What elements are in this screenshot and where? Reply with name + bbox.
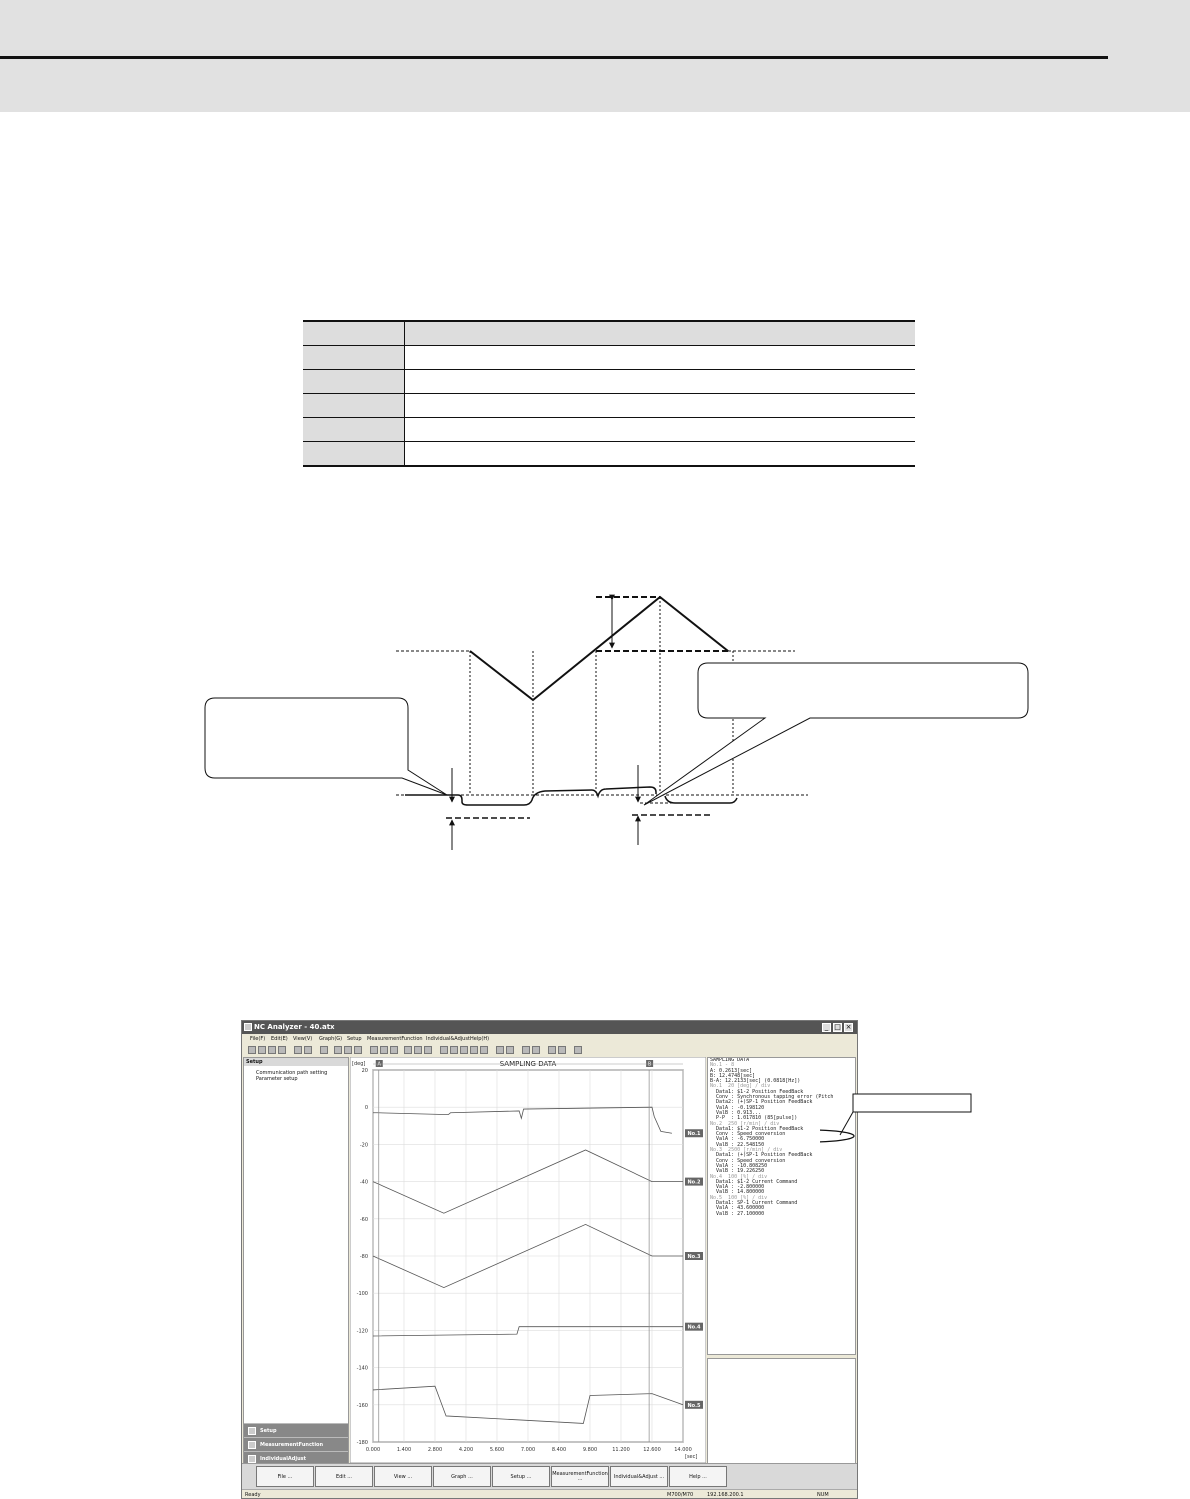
nav-setup[interactable]: Setup — [244, 1423, 348, 1437]
app-icon — [244, 1023, 252, 1031]
x-tick-label: 11.200 — [612, 1447, 630, 1453]
nc-analyzer-window — [241, 1020, 858, 1499]
y-tick-label: -60 — [359, 1216, 368, 1223]
info-line: No.4 100 [%] / div — [710, 1173, 768, 1180]
info-line: Conv : Speed conversion — [710, 1157, 786, 1164]
adjust-icon[interactable] — [506, 1046, 514, 1054]
menu-edit[interactable]: Edit(E) — [271, 1036, 288, 1042]
print-icon[interactable] — [294, 1046, 302, 1054]
setup-pane — [243, 1057, 349, 1478]
menu-bar — [242, 1034, 857, 1045]
x-tick-label: 14.000 — [674, 1447, 692, 1453]
x-tick-label: 7.000 — [520, 1447, 536, 1453]
toolbar — [244, 1045, 596, 1056]
settings-icon[interactable] — [354, 1046, 362, 1054]
x-unit-label: [sec] — [685, 1454, 698, 1460]
info-line: SAMPLING DATA — [710, 1057, 750, 1063]
status-num: NUM — [817, 1492, 829, 1498]
y-tick-label: 0 — [364, 1105, 368, 1112]
menu-graph[interactable]: Graph(G) — [319, 1036, 343, 1042]
close-button[interactable]: × — [845, 1023, 852, 1031]
info-line: ValA : -2.800000 — [710, 1184, 765, 1191]
tree-item-communication[interactable]: Communication path setting — [256, 1070, 328, 1076]
chart-title: SAMPLING DATA — [499, 1060, 557, 1068]
fit-icon[interactable] — [390, 1046, 398, 1054]
info-line: A: 0.2613[sec] — [710, 1067, 753, 1074]
info-line: ValB : 27.100000 — [710, 1210, 765, 1217]
table-row — [303, 346, 915, 370]
x-tick-label: 12.600 — [643, 1447, 661, 1453]
paste-icon[interactable] — [344, 1046, 352, 1054]
info-pane-lower — [707, 1358, 856, 1470]
zoom-out-icon[interactable] — [380, 1046, 388, 1054]
x-tick-label: 4.200 — [458, 1447, 474, 1453]
view-button[interactable]: View ... — [374, 1466, 432, 1487]
save-as-icon[interactable] — [278, 1046, 286, 1054]
info-line: B: 12.4748[sec] — [710, 1072, 756, 1079]
x-tick-label: 1.400 — [396, 1447, 412, 1453]
setup-icon — [248, 1427, 256, 1435]
menu-file[interactable]: File(F) — [250, 1036, 266, 1042]
x-tick-label: 2.800 — [427, 1447, 443, 1453]
setup-pane-header: Setup — [244, 1058, 348, 1066]
info-line: ValB : 14.800000 — [710, 1189, 765, 1196]
menu-view[interactable]: View(V) — [293, 1036, 313, 1042]
x-tick-label: 9.800 — [582, 1447, 598, 1453]
status-text: Ready — [245, 1492, 261, 1498]
setup-button[interactable]: Setup ... — [492, 1466, 550, 1487]
sampling-chart[interactable] — [350, 1057, 706, 1463]
menu-help[interactable]: Help(H) — [470, 1036, 490, 1042]
info-line: Conv : Synchronous tapping error (Pitch — [710, 1094, 834, 1101]
y-tick-label: -160 — [356, 1402, 368, 1409]
y-tick-label: -80 — [359, 1254, 368, 1260]
channel-label-4: No.4 — [687, 1324, 701, 1331]
info-line: No.5 100 [%] / div — [710, 1194, 768, 1201]
channel-label-5: No.5 — [687, 1402, 701, 1409]
info-line: Data2: (+)SP-1 Position FeedBack — [710, 1099, 813, 1106]
new-icon[interactable] — [248, 1046, 256, 1054]
y-unit-label: [deg] — [352, 1061, 366, 1067]
function-bar — [242, 1463, 857, 1489]
status-model: M700/M70 — [667, 1492, 694, 1498]
annotation-overlay — [820, 1090, 980, 1150]
window-title: NC Analyzer - 40.atx — [254, 1023, 335, 1031]
info-line: No.2 250 [r/min] / div — [710, 1120, 780, 1127]
info-line: P-P : 1.017810 (85[pulse]) — [710, 1115, 798, 1122]
export-icon[interactable] — [304, 1046, 312, 1054]
expand-icon[interactable] — [480, 1046, 488, 1054]
info-line: Data1: (+)SP-1 Position FeedBack — [710, 1152, 813, 1159]
x-tick-label: 5.600 — [489, 1447, 505, 1453]
grid-icon[interactable] — [424, 1046, 432, 1054]
table-row — [303, 418, 915, 442]
open-icon[interactable] — [258, 1046, 266, 1054]
wave-icon[interactable] — [522, 1046, 530, 1054]
status-bar — [242, 1489, 857, 1499]
channel-label-2: No.2 — [687, 1179, 701, 1186]
table-row — [303, 442, 915, 467]
x-tick-label: 8.400 — [551, 1447, 567, 1453]
wave2-icon[interactable] — [532, 1046, 540, 1054]
individual-adjust-button[interactable]: Individual&Adjust ... — [610, 1466, 668, 1487]
status-ip: 192.168.200.1 — [707, 1492, 744, 1498]
move-up-icon[interactable] — [460, 1046, 468, 1054]
maximize-button[interactable]: □ — [834, 1023, 841, 1031]
header-rule — [0, 56, 1108, 59]
info-line: ValB : 19.226250 — [710, 1168, 765, 1175]
menu-setup[interactable]: Setup — [347, 1036, 362, 1042]
minimize-button[interactable]: _ — [822, 1023, 831, 1032]
cursor-b-icon[interactable] — [414, 1046, 422, 1054]
y-tick-label: -20 — [359, 1142, 368, 1149]
scale-y-icon[interactable] — [450, 1046, 458, 1054]
copy-icon[interactable] — [334, 1046, 342, 1054]
y-tick-label: -40 — [359, 1179, 368, 1186]
adjust-icon — [248, 1455, 256, 1463]
info-line: Data1: SP-1 Current Command — [710, 1200, 798, 1207]
help-icon[interactable] — [574, 1046, 582, 1054]
y-tick-label: -140 — [356, 1365, 368, 1372]
x-tick-label: 0.000 — [365, 1447, 381, 1453]
cursor-b-label: B — [647, 1061, 652, 1068]
info-line: Data1: $1-2 Current Command — [710, 1178, 798, 1185]
measurement-icon — [248, 1441, 256, 1449]
info-line: ValA : -0.198120 — [710, 1104, 765, 1111]
menu-individual[interactable]: Individual&Adjust — [426, 1036, 470, 1042]
tree-item-parameter[interactable]: Parameter setup — [256, 1076, 298, 1082]
info-line: Data1: $1-2 Position FeedBack — [710, 1088, 804, 1095]
nav-individual-adjust[interactable]: IndividualAdjust — [244, 1451, 348, 1465]
measure-icon[interactable] — [496, 1046, 504, 1054]
y-tick-label: 20 — [361, 1068, 368, 1074]
channel-label-1: No.1 — [687, 1131, 701, 1138]
y-tick-label: -180 — [356, 1440, 368, 1446]
info-line: ValA : -6.750000 — [710, 1136, 765, 1143]
start-icon[interactable] — [548, 1046, 556, 1054]
timing-diagram — [195, 585, 1040, 855]
cursor-a-label: A — [377, 1061, 381, 1068]
info-line: Conv : Speed conversion — [710, 1131, 786, 1138]
scale-x-icon[interactable] — [440, 1046, 448, 1054]
stop-icon[interactable] — [558, 1046, 566, 1054]
info-line: B-A: 12.2133[sec] (0.0818[Hz]) — [710, 1078, 801, 1085]
spec-table — [303, 320, 915, 467]
move-down-icon[interactable] — [470, 1046, 478, 1054]
info-line: ValB : 22.548150 — [710, 1141, 765, 1148]
y-tick-label: -100 — [356, 1291, 368, 1298]
nav-measurement[interactable]: MeasurementFunction — [244, 1437, 348, 1451]
info-line: No.3 2500 [r/min] / div — [710, 1147, 783, 1154]
graph-button[interactable]: Graph ... — [433, 1466, 491, 1487]
info-line: ValA : 43.600000 — [710, 1205, 765, 1212]
table-row — [303, 394, 915, 418]
info-line: Data1: $1-2 Position FeedBack — [710, 1125, 804, 1132]
info-line: ValA : -10.808250 — [710, 1162, 768, 1169]
table-row — [303, 370, 915, 394]
title-bar — [242, 1021, 857, 1034]
zoom-in-icon[interactable] — [370, 1046, 378, 1054]
cursor-a-icon[interactable] — [404, 1046, 412, 1054]
info-line: ValB : 0.913... — [710, 1109, 762, 1116]
channel-label-3: No.3 — [687, 1254, 701, 1260]
help-button[interactable]: Help ... — [669, 1466, 727, 1487]
edit-button[interactable]: Edit ... — [315, 1466, 373, 1487]
measurement-function-button[interactable]: MeasurementFunction ... — [551, 1466, 609, 1487]
table-row — [303, 321, 915, 346]
save-icon[interactable] — [268, 1046, 276, 1054]
info-line: No.1 20 [deg] / div — [710, 1083, 771, 1090]
file-button[interactable]: File ... — [256, 1466, 314, 1487]
y-tick-label: -120 — [356, 1328, 368, 1335]
info-line: No.1 - 8 — [710, 1062, 735, 1069]
menu-measurement[interactable]: MeasurementFunction — [367, 1036, 423, 1042]
graph-icon[interactable] — [320, 1046, 328, 1054]
